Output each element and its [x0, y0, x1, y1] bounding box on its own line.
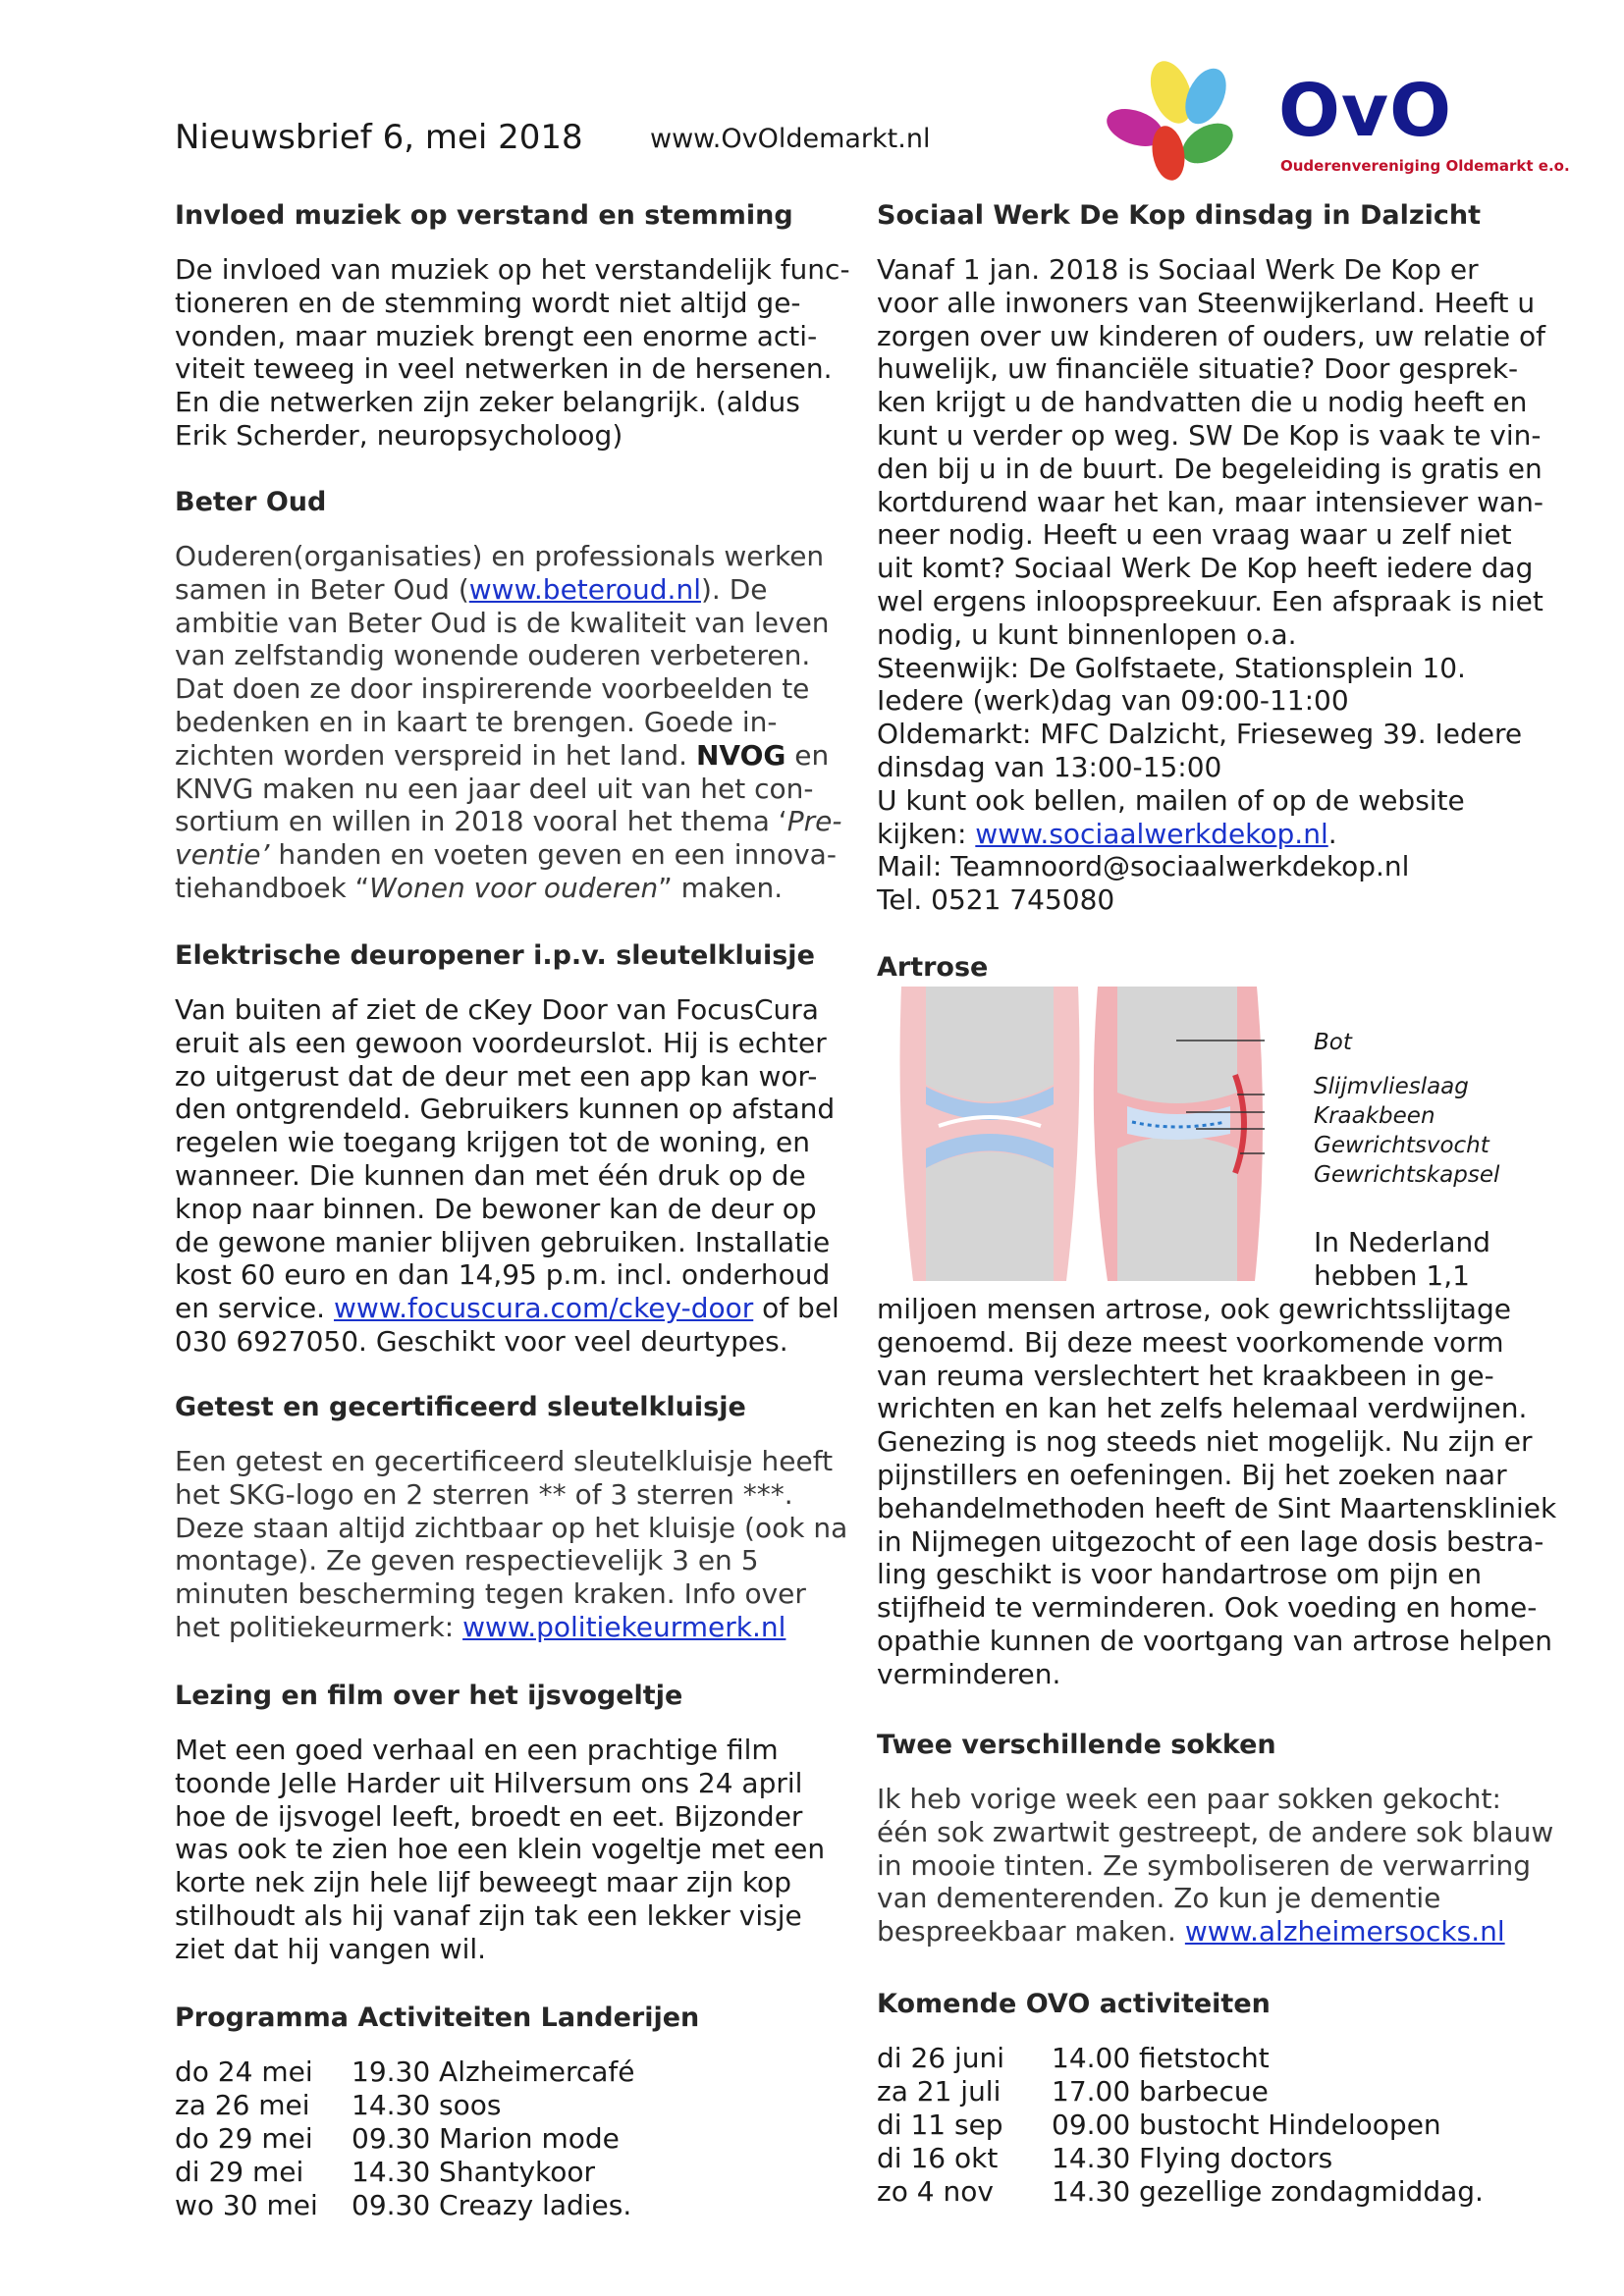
- section-ijsvogel: [175, 1679, 867, 1966]
- activity-desc: 19.30 Alzheimercafé: [352, 2056, 635, 2088]
- paragraph-line: [175, 838, 867, 872]
- text: handen en voeten geven en een innova-: [269, 838, 837, 872]
- paragraph-line: uit komt? Sociaal Werk De Kop heeft iedere dag: [877, 552, 1534, 585]
- activity-desc: 17.00 barbecue: [1052, 2075, 1269, 2108]
- section-deuropener: [175, 938, 867, 1359]
- activity-desc: 14.30 soos: [352, 2089, 502, 2121]
- paragraph-line: Ouderen(organisaties) en professionals werken: [175, 540, 825, 572]
- heading-ijsvogel: Lezing en film over het ijsvogeltje: [175, 1681, 683, 1711]
- paragraph-line: KNVG maken nu een jaar deel uit van het con-: [175, 772, 814, 805]
- section-komende: [877, 1987, 1569, 2209]
- politiekeurmerk-link[interactable]: www.politiekeurmerk.nl: [462, 1610, 786, 1643]
- paragraph-line: behandelmethoden heeft de Sint Maartenskliniek: [877, 1491, 1557, 1524]
- text: ). De: [700, 572, 768, 606]
- paragraph-line: genoemd. Bij deze meest voorkomende vorm: [877, 1325, 1504, 1359]
- paragraph-line: neer nodig. Heeft u een vraag waar u zelf niet: [877, 518, 1512, 552]
- heading-deuropener: Elektrische deuropener i.p.v. sleutelkluisje: [175, 940, 815, 971]
- text: bespreekbaar maken.: [877, 1915, 1185, 1949]
- paragraph-line: [175, 872, 867, 905]
- paragraph-line: in Nijmegen uitgezocht of een lage dosis bestra-: [877, 1524, 1544, 1558]
- paragraph-line: minuten bescherming tegen kraken. Info over: [175, 1577, 806, 1611]
- label-slijmvlieslaag: Slijmvlieslaag: [1314, 1074, 1469, 1099]
- paragraph-line: [175, 805, 867, 838]
- paragraph-line: nodig, u kunt binnenlopen o.a.: [877, 617, 1297, 651]
- text: of bel: [753, 1292, 839, 1325]
- logo-subtitle: Ouderenvereniging Oldemarkt e.o.: [1280, 157, 1570, 175]
- paragraph-line: zo uitgerust dat de deur met een app kan wor-: [175, 1059, 818, 1093]
- text: het politiekeurmerk:: [175, 1610, 463, 1643]
- paragraph-line: Deze staan altijd zichtbaar op het kluisje (ook na: [175, 1511, 848, 1544]
- activity-desc: 14.00 fietstocht: [1052, 2042, 1270, 2074]
- text: .: [1327, 817, 1337, 850]
- paragraph-line: de gewone manier blijven gebruiken. Installatie: [175, 1225, 831, 1258]
- paragraph-line: [175, 739, 867, 773]
- paragraph-line: voor alle inwoners van Steenwijkerland. Heeft u: [877, 286, 1536, 319]
- paragraph-line: kunt u verder op weg. SW De Kop is vaak te vin-: [877, 418, 1542, 452]
- paragraph-line: Iedere (werk)dag van 09:00-11:00: [877, 684, 1349, 718]
- paragraph-line: eruit als een gewoon voordeurslot. Hij is echter: [175, 1026, 827, 1059]
- heading-kluisje: Getest en gecertificeerd sleutelkluisje: [175, 1392, 746, 1422]
- logo-icon: [1098, 57, 1274, 185]
- focuscura-link[interactable]: www.focuscura.com/ckey-door: [333, 1292, 754, 1325]
- paragraph-line: [877, 818, 1569, 851]
- paragraph-line: huwelijk, uw financiële situatie? Door gesprek-: [877, 352, 1519, 386]
- logo-wordmark: OvO: [1278, 69, 1453, 153]
- paragraph-line: ambitie van Beter Oud is de kwaliteit van leven: [175, 606, 830, 639]
- paragraph-line: Dat doen ze door inspirerende voorbeelden te: [175, 672, 810, 706]
- activity-date: di 11 sep: [877, 2109, 1003, 2141]
- text: kijken:: [877, 817, 976, 850]
- paragraph-line: [175, 573, 867, 607]
- paragraph-line: ziet dat hij vangen wil.: [175, 1932, 487, 1965]
- activity-date: za 26 mei: [175, 2089, 310, 2121]
- activity-desc: 09.00 bustocht Hindeloopen: [1052, 2109, 1441, 2141]
- paragraph-line: [175, 1611, 867, 1644]
- label-bot: Bot: [1314, 1030, 1352, 1055]
- beteroud-link[interactable]: www.beteroud.nl: [468, 572, 701, 606]
- paragraph-line: zorgen over uw kinderen of ouders, uw relatie of: [877, 319, 1546, 352]
- paragraph-line: hebben 1,1: [1314, 1259, 1470, 1292]
- paragraph-line: Tel. 0521 745080: [877, 883, 1115, 917]
- paragraph-line: viteit teweeg in veel netwerken in de hersenen.: [175, 352, 833, 386]
- heading-beter-oud: Beter Oud: [175, 487, 327, 517]
- paragraph-line: Mail: Teamnoord@sociaalwerkdekop.nl: [877, 850, 1410, 883]
- activity-date: za 21 juli: [877, 2075, 1001, 2108]
- paragraph-line: Erik Scherder, neuropsycholoog): [175, 418, 623, 452]
- activity-desc: 09.30 Marion mode: [352, 2122, 620, 2155]
- section-sociaal-werk: [877, 198, 1569, 917]
- text: en: [785, 738, 830, 772]
- heading-sociaal-werk: Sociaal Werk De Kop dinsdag in Dalzicht: [877, 200, 1482, 231]
- paragraph-line: verminderen.: [877, 1657, 1061, 1690]
- paragraph-line: wanneer. Die kunnen dan met één druk op de: [175, 1158, 806, 1192]
- paragraph-line: De invloed van muziek op het verstandelijk func-: [175, 253, 850, 286]
- paragraph-line: Oldemarkt: MFC Dalzicht, Frieseweg 39. Iedere: [877, 718, 1523, 751]
- italic-text: Pre-: [786, 805, 842, 838]
- nvog-bold: NVOG: [695, 738, 786, 772]
- paragraph-line: Steenwijk: De Golfstaete, Stationsplein 10.: [877, 651, 1466, 684]
- label-gewrichtskapsel: Gewrichtskapsel: [1314, 1162, 1500, 1188]
- paragraph-line: regelen wie toegang krijgen tot de woning, en: [175, 1126, 810, 1159]
- paragraph-line: den ontgrendeld. Gebruikers kunnen op afstand: [175, 1093, 836, 1126]
- paragraph-line: den bij u in de buurt. De begeleiding is gratis en: [877, 452, 1543, 485]
- programma-table: [175, 2056, 867, 2222]
- paragraph-line: dinsdag van 13:00-15:00: [877, 750, 1222, 783]
- text: samen in Beter Oud (: [175, 572, 469, 606]
- paragraph-line: Genezing is nog steeds niet mogelijk. Nu zijn er: [877, 1425, 1533, 1459]
- paragraph-line: was ook te zien hoe een klein vogeltje met een: [175, 1833, 826, 1866]
- paragraph-line: U kunt ook bellen, mailen of op de website: [877, 783, 1465, 817]
- paragraph-line: miljoen mensen artrose, ook gewrichtsslijtage: [877, 1293, 1511, 1325]
- activity-date: di 26 juni: [877, 2042, 1005, 2074]
- paragraph-line: van dementerenden. Zo kun je dementie: [877, 1882, 1441, 1915]
- section-beter-oud: [175, 485, 867, 905]
- activity-desc: 14.30 gezellige zondagmiddag.: [1052, 2175, 1484, 2208]
- paragraph-line: van zelfstandig wonende ouderen verbeteren.: [175, 639, 811, 672]
- paragraph-line: het SKG-logo en 2 sterren ** of 3 sterren ***.: [175, 1477, 793, 1511]
- activity-date: di 16 okt: [877, 2142, 999, 2174]
- paragraph-line: vonden, maar muziek brengt een enorme acti-: [175, 319, 818, 352]
- paragraph-line: wel ergens inloopspreekuur. Een afspraak is niet: [877, 584, 1543, 617]
- paragraph-line: bedenken en in kaart te brengen. Goede in-: [175, 705, 778, 738]
- heading-sokken: Twee verschillende sokken: [877, 1730, 1276, 1760]
- newsletter-title: Nieuwsbrief 6, mei 2018: [175, 118, 583, 157]
- paragraph-line: Een getest en gecertificeerd sleutelkluisje heeft: [175, 1445, 834, 1477]
- paragraph-line: Ik heb vorige week een paar sokken gekocht:: [877, 1783, 1501, 1815]
- text: zichten worden verspreid in het land.: [175, 738, 696, 772]
- paragraph-line: van reuma verslechtert het kraakbeen in ge-: [877, 1359, 1494, 1392]
- paragraph-line: 030 6927050. Geschikt voor veel deurtypes.: [175, 1324, 788, 1358]
- label-kraakbeen: Kraakbeen: [1314, 1103, 1435, 1129]
- heading-muziek: Invloed muziek op verstand en stemming: [175, 200, 793, 231]
- paragraph-line: ling geschikt is voor handartrose om pijn en: [877, 1558, 1483, 1591]
- sociaalwerk-link[interactable]: www.sociaalwerkdekop.nl: [975, 817, 1328, 850]
- text: sortium en willen in 2018 vooral het thema ‘: [175, 805, 787, 838]
- italic-text: Wonen voor ouderen: [369, 871, 659, 904]
- paragraph-line: toonde Jelle Harder uit Hilversum ons 24 april: [175, 1766, 803, 1799]
- text: ” maken.: [658, 871, 784, 904]
- section-muziek: [175, 198, 867, 453]
- section-sokken: [877, 1728, 1569, 1949]
- paragraph-line: kost 60 euro en dan 14,95 p.m. incl. onderhoud: [175, 1258, 831, 1292]
- paragraph-line: [877, 1915, 1569, 1949]
- paragraph-line: Van buiten af ziet de cKey Door van FocusCura: [175, 993, 819, 1026]
- paragraph-line: stilhoudt als hij vanaf zijn tak een lekker visje: [175, 1898, 802, 1932]
- text: tiehandboek “: [175, 871, 370, 904]
- paragraph-line: En die netwerken zijn zeker belangrijk. (aldus: [175, 386, 800, 419]
- paragraph-line: Met een goed verhaal en een prachtige film: [175, 1734, 779, 1766]
- activity-desc: 14.30 Flying doctors: [1052, 2142, 1333, 2174]
- activity-desc: 14.30 Shantykoor: [352, 2156, 596, 2188]
- activity-date: do 29 mei: [175, 2122, 313, 2155]
- heading-artrose: Artrose: [877, 952, 989, 983]
- alzheimersocks-link[interactable]: www.alzheimersocks.nl: [1184, 1915, 1505, 1949]
- activity-date: wo 30 mei: [175, 2189, 318, 2221]
- paragraph-line: In Nederland: [1314, 1226, 1491, 1258]
- joint-illustration: [892, 987, 1265, 1281]
- activity-date: do 24 mei: [175, 2056, 313, 2088]
- heading-komende: Komende OVO activiteiten: [877, 1989, 1271, 2019]
- komende-table: [877, 2042, 1569, 2209]
- activity-date: zo 4 nov: [877, 2175, 994, 2208]
- paragraph-line: pijnstillers en oefeningen. Bij het zoeken naar: [877, 1458, 1507, 1491]
- paragraph-line: stijfheid te verminderen. Ook voeding en home-: [877, 1591, 1538, 1625]
- text: en service.: [175, 1292, 334, 1325]
- paragraph-line: in mooie tinten. Ze symboliseren de verwarring: [877, 1848, 1532, 1882]
- website-url[interactable]: www.OvOldemarkt.nl: [650, 124, 931, 154]
- section-programma: [175, 2001, 867, 2222]
- paragraph-line: tioneren en de stemming wordt niet altijd ge-: [175, 286, 801, 319]
- paragraph-line: één sok zwartwit gestreept, de andere sok blauw: [877, 1815, 1554, 1848]
- label-gewrichtsvocht: Gewrichtsvocht: [1314, 1133, 1489, 1158]
- paragraph-line: wrichten en kan het zelfs helemaal verdwijnen.: [877, 1392, 1528, 1425]
- paragraph-line: ken krijgt u de handvatten die u nodig heeft en: [877, 386, 1528, 419]
- section-kluisje: [175, 1390, 867, 1644]
- italic-text: ventie’: [175, 838, 270, 872]
- paragraph-line: montage). Ze geven respectievelijk 3 en 5: [175, 1544, 759, 1577]
- paragraph-line: hoe de ijsvogel leeft, broedt en eet. Bijzonder: [175, 1799, 803, 1833]
- heading-programma: Programma Activiteiten Landerijen: [175, 2002, 700, 2033]
- paragraph-line: korte nek zijn hele lijf beweegt maar zijn kop: [175, 1866, 791, 1899]
- section-artrose-body: [877, 1293, 1569, 1691]
- activity-date: di 29 mei: [175, 2156, 304, 2188]
- paragraph-line: kortdurend waar het kan, maar intensiever wan-: [877, 485, 1543, 518]
- paragraph-line: knop naar binnen. De bewoner kan de deur op: [175, 1192, 817, 1225]
- activity-desc: 09.30 Creazy ladies.: [352, 2189, 632, 2221]
- paragraph-line: opathie kunnen de voortgang van artrose helpen: [877, 1624, 1552, 1657]
- paragraph-line: Vanaf 1 jan. 2018 is Sociaal Werk De Kop er: [877, 253, 1479, 286]
- paragraph-line: [175, 1292, 867, 1325]
